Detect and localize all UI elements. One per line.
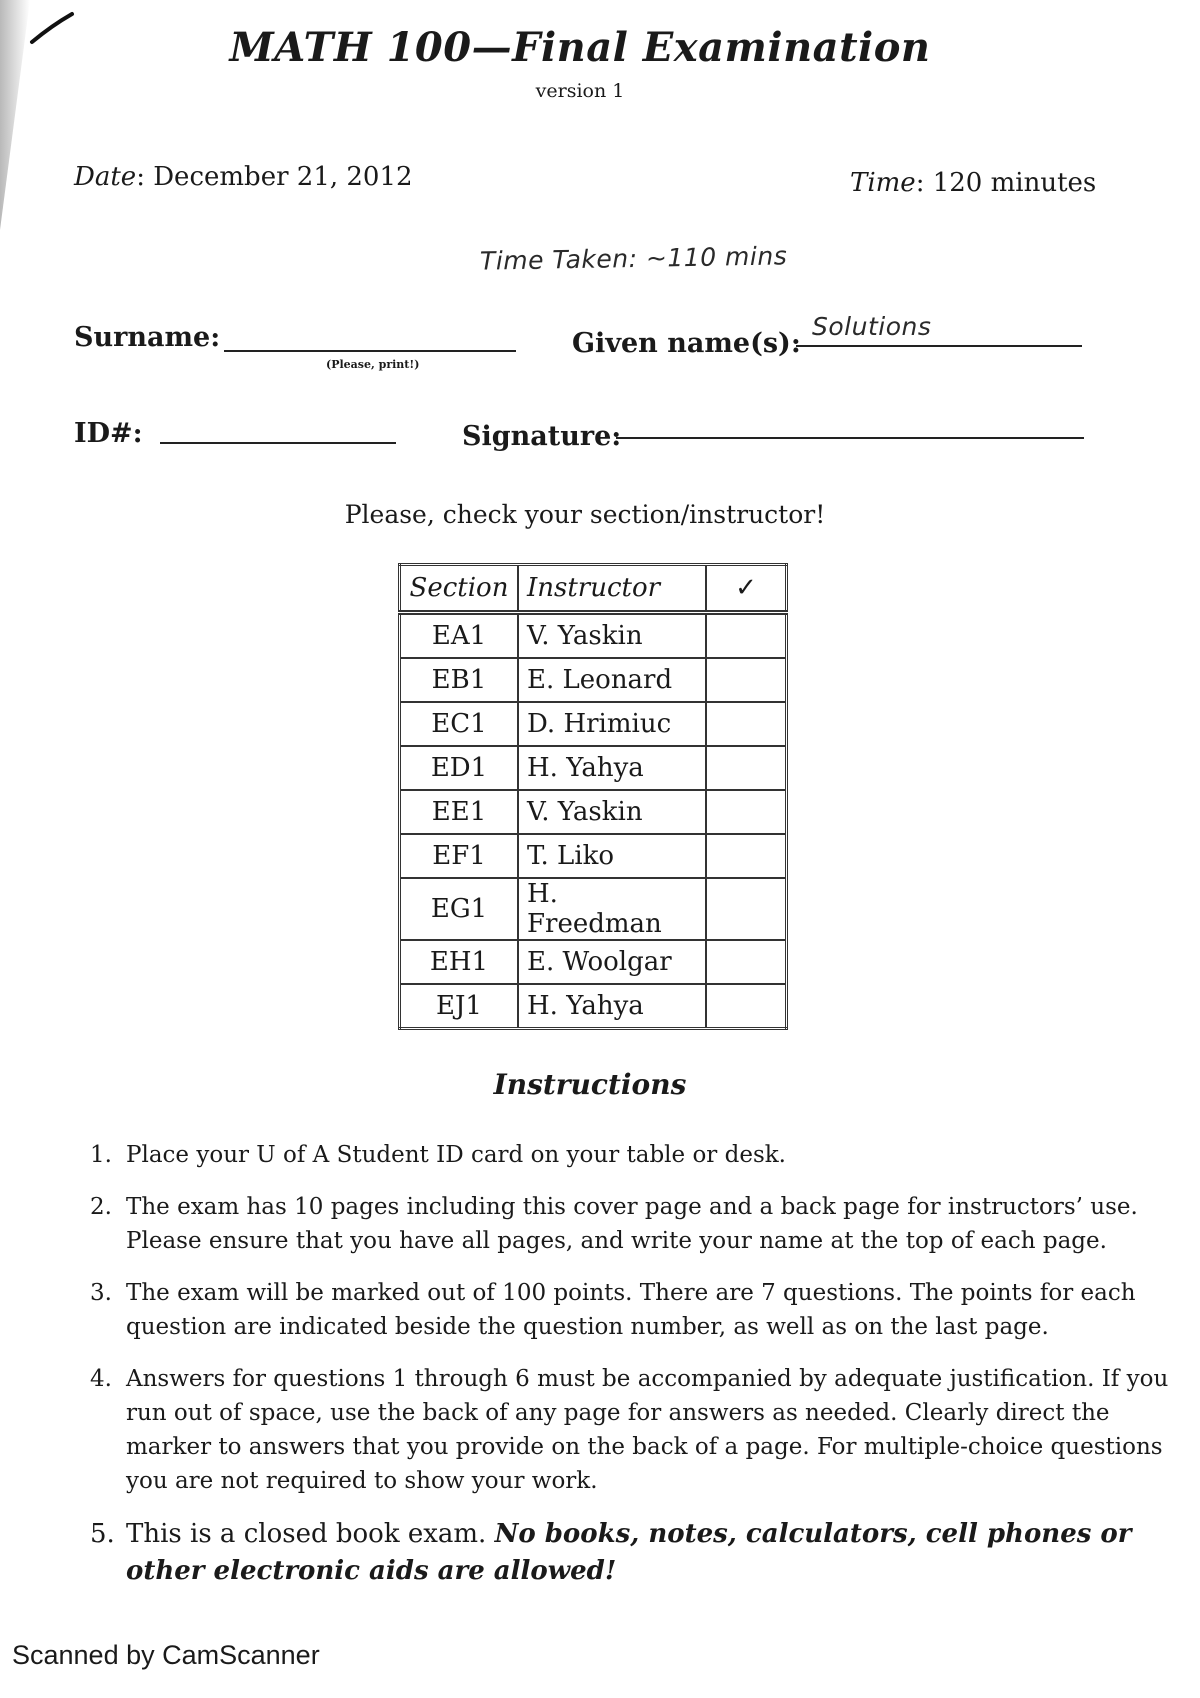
item-text: Place your U of A Student ID card on your table or desk. <box>126 1142 786 1168</box>
table-row <box>400 658 787 702</box>
instructor-cell: E. Leonard <box>518 658 706 702</box>
check-cell[interactable] <box>706 790 787 834</box>
table-row <box>400 790 787 834</box>
item-text: This is a closed book exam. <box>126 1519 487 1549</box>
table-row <box>400 613 787 659</box>
section-header: Section <box>400 565 519 613</box>
check-cell[interactable] <box>706 940 787 984</box>
instructor-cell: V. Yaskin <box>518 790 706 834</box>
exam-date <box>74 162 413 192</box>
scanner-watermark: Scanned by CamScanner <box>12 1640 320 1670</box>
section-cell: EF1 <box>400 834 519 878</box>
check-cell[interactable] <box>706 658 787 702</box>
signature-label: Signature: <box>462 421 622 452</box>
check-cell[interactable] <box>706 834 787 878</box>
surname-label: Surname: <box>74 322 221 353</box>
section-cell: EH1 <box>400 940 519 984</box>
section-cell: EE1 <box>400 790 519 834</box>
instructor-cell: H. Yahya <box>518 984 706 1029</box>
section-prompt: Please, check your section/instructor! <box>344 500 826 529</box>
table-row <box>400 702 787 746</box>
instructor-cell: H. Freedman <box>518 878 706 940</box>
item-number: 1. <box>90 1142 112 1168</box>
instructions-list <box>90 1138 1170 1608</box>
item-text: The exam will be marked out of 100 points. There are 7 questions. The points for each question are indicated beside the question number, as well as on the last page. <box>126 1280 1136 1340</box>
instructor-cell: T. Liko <box>518 834 706 878</box>
section-cell: EG1 <box>400 878 519 940</box>
section-cell: EA1 <box>400 613 519 659</box>
given-name-label: Given name(s): <box>572 328 801 359</box>
list-item <box>90 1276 1170 1344</box>
exam-title: MATH 100—Final Examination <box>229 24 931 71</box>
surname-line[interactable] <box>224 350 516 352</box>
table-row <box>400 746 787 790</box>
list-item <box>90 1138 1170 1172</box>
instructor-cell: H. Yahya <box>518 746 706 790</box>
check-cell[interactable] <box>706 878 787 940</box>
table-row <box>400 940 787 984</box>
table-row <box>400 834 787 878</box>
table-row <box>400 984 787 1029</box>
table-row <box>400 878 787 940</box>
handwritten-time-taken: Time Taken: ~110 mins <box>479 241 788 276</box>
date-label: Date <box>74 162 137 192</box>
section-instructor-table <box>398 563 788 1030</box>
section-cell: ED1 <box>400 746 519 790</box>
id-line[interactable] <box>160 442 396 444</box>
surname-print-note: (Please, print!) <box>326 358 420 371</box>
check-cell[interactable] <box>706 746 787 790</box>
date-value: : December 21, 2012 <box>136 162 413 192</box>
list-item <box>90 1516 1170 1590</box>
instructions-title: Instructions <box>493 1068 687 1101</box>
list-item <box>90 1190 1170 1258</box>
exam-version: version 1 <box>535 80 625 102</box>
signature-line[interactable] <box>616 437 1084 439</box>
check-header: ✓ <box>706 565 787 613</box>
check-cell[interactable] <box>706 702 787 746</box>
instructor-header: Instructor <box>518 565 706 613</box>
instructor-cell: D. Hrimiuc <box>518 702 706 746</box>
section-cell: EC1 <box>400 702 519 746</box>
instructor-cell: V. Yaskin <box>518 613 706 659</box>
check-cell[interactable] <box>706 613 787 659</box>
time-value: : 120 minutes <box>915 168 1097 198</box>
item-emphasis: No books, notes, calculators, cell phones or other electronic aids are allowed! <box>126 1519 1132 1586</box>
instructor-cell: E. Woolgar <box>518 940 706 984</box>
check-cell[interactable] <box>706 984 787 1029</box>
table-header-row <box>400 565 787 613</box>
section-cell: EJ1 <box>400 984 519 1029</box>
section-cell: EB1 <box>400 658 519 702</box>
exam-time <box>850 168 1096 198</box>
item-number: 4. <box>90 1366 112 1392</box>
item-text: Answers for questions 1 through 6 must be accompanied by adequate justification. If you run out of space, use the back of any page for answers as needed. Clearly direct the marker to answers that you provide on the back of a page. For multiple-choice questions you are not required to show your work. <box>126 1366 1169 1494</box>
id-label: ID#: <box>74 418 143 449</box>
item-text: The exam has 10 pages including this cover page and a back page for instructors’ use. Please ensure that you have all pages, and write your name at the top of each page. <box>126 1194 1138 1254</box>
time-label: Time <box>850 168 916 198</box>
handwritten-given-name: Solutions <box>812 312 932 341</box>
item-number: 3. <box>90 1280 112 1306</box>
list-item <box>90 1362 1170 1498</box>
item-number: 2. <box>90 1194 112 1220</box>
item-number: 5. <box>90 1519 115 1549</box>
given-name-line[interactable] <box>796 345 1082 347</box>
